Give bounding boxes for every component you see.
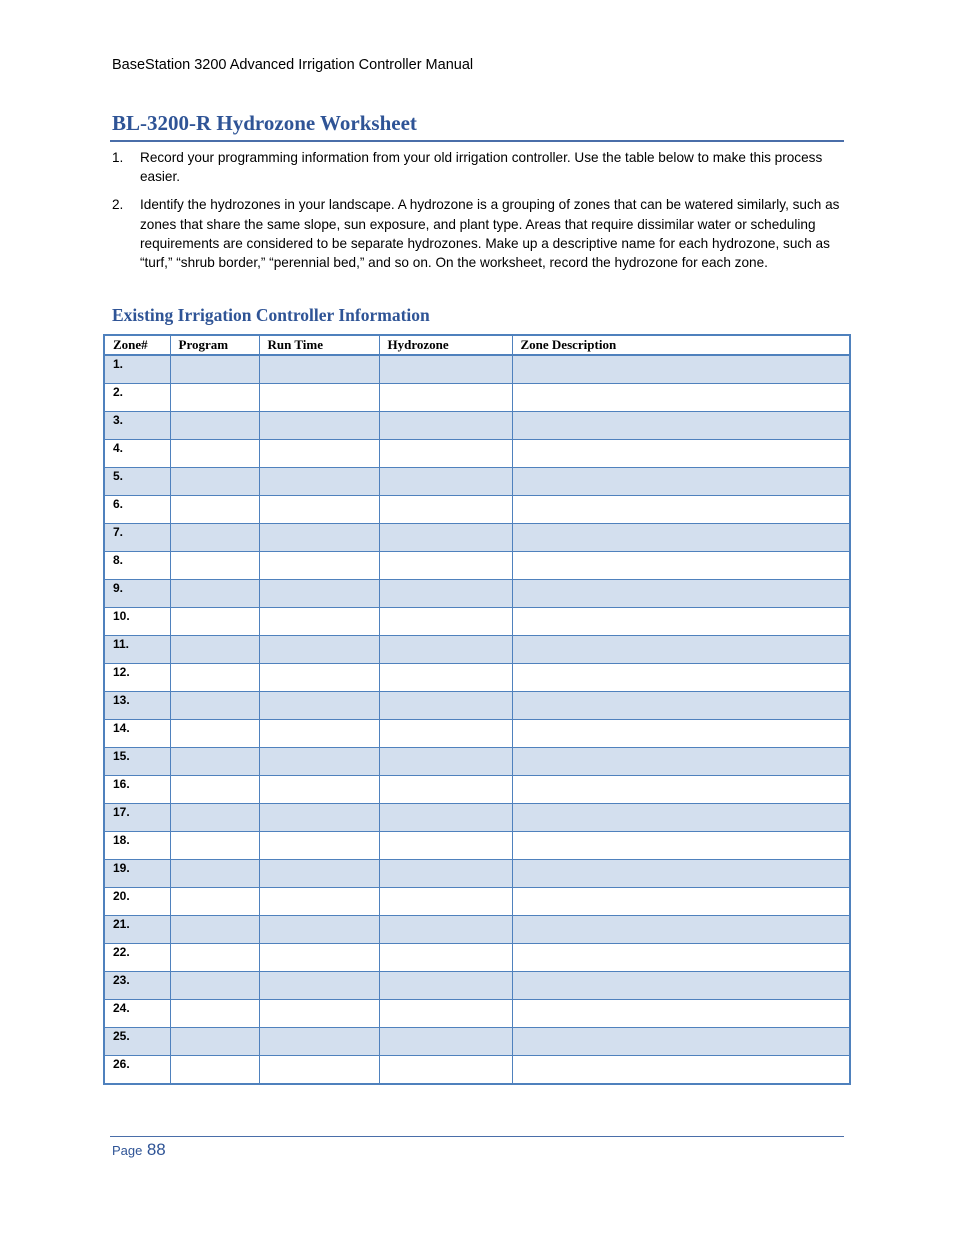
zone-description-cell[interactable]	[512, 804, 850, 832]
column-header-run-time: Run Time	[259, 335, 379, 355]
zone-number-cell: 18.	[104, 832, 170, 860]
table-row	[104, 664, 850, 692]
run-time-cell[interactable]	[259, 916, 379, 944]
run-time-cell[interactable]	[259, 972, 379, 1000]
instruction-step	[112, 148, 844, 186]
zone-number-cell: 20.	[104, 888, 170, 916]
program-cell[interactable]	[170, 580, 259, 608]
hydrozone-cell[interactable]	[379, 664, 512, 692]
hydrozone-cell[interactable]	[379, 440, 512, 468]
zone-number-cell: 24.	[104, 1000, 170, 1028]
run-time-cell[interactable]	[259, 355, 379, 384]
run-time-cell[interactable]	[259, 832, 379, 860]
zone-number-cell: 26.	[104, 1056, 170, 1085]
table-row	[104, 916, 850, 944]
zone-description-cell[interactable]	[512, 972, 850, 1000]
zone-number-cell: 11.	[104, 636, 170, 664]
hydrozone-cell[interactable]	[379, 748, 512, 776]
zone-description-cell[interactable]	[512, 468, 850, 496]
table-row	[104, 972, 850, 1000]
run-time-cell[interactable]	[259, 412, 379, 440]
zone-number-cell: 8.	[104, 552, 170, 580]
zone-description-cell[interactable]	[512, 1000, 850, 1028]
run-time-cell[interactable]	[259, 776, 379, 804]
program-cell[interactable]	[170, 355, 259, 384]
program-cell[interactable]	[170, 384, 259, 412]
run-time-cell[interactable]	[259, 636, 379, 664]
table-row	[104, 524, 850, 552]
zone-number-cell: 13.	[104, 692, 170, 720]
program-cell[interactable]	[170, 1056, 259, 1085]
zone-description-cell[interactable]	[512, 916, 850, 944]
table-header-row	[104, 335, 850, 355]
column-header-zone-description: Zone Description	[512, 335, 850, 355]
program-cell[interactable]	[170, 720, 259, 748]
program-cell[interactable]	[170, 776, 259, 804]
hydrozone-cell[interactable]	[379, 552, 512, 580]
step-number: 2.	[112, 197, 124, 213]
zone-description-cell[interactable]	[512, 944, 850, 972]
title-divider	[110, 140, 844, 142]
hydrozone-cell[interactable]	[379, 468, 512, 496]
table-row	[104, 1056, 850, 1085]
column-header-hydrozone: Hydrozone	[379, 335, 512, 355]
hydrozone-cell[interactable]	[379, 524, 512, 552]
table-row	[104, 1000, 850, 1028]
zone-description-cell[interactable]	[512, 1028, 850, 1056]
run-time-cell[interactable]	[259, 580, 379, 608]
hydrozone-cell[interactable]	[379, 412, 512, 440]
program-cell[interactable]	[170, 916, 259, 944]
zone-description-cell[interactable]	[512, 776, 850, 804]
program-cell[interactable]	[170, 552, 259, 580]
hydrozone-cell[interactable]	[379, 1000, 512, 1028]
zone-number-cell: 9.	[104, 580, 170, 608]
table-row	[104, 804, 850, 832]
zone-description-cell[interactable]	[512, 355, 850, 384]
run-time-cell[interactable]	[259, 804, 379, 832]
zone-number-cell: 25.	[104, 1028, 170, 1056]
program-cell[interactable]	[170, 944, 259, 972]
program-cell[interactable]	[170, 748, 259, 776]
program-cell[interactable]	[170, 888, 259, 916]
hydrozone-cell[interactable]	[379, 692, 512, 720]
zone-number-cell: 5.	[104, 468, 170, 496]
table-row	[104, 748, 850, 776]
zone-description-cell[interactable]	[512, 580, 850, 608]
zone-number-cell: 22.	[104, 944, 170, 972]
hydrozone-cell[interactable]	[379, 944, 512, 972]
hydrozone-cell[interactable]	[379, 776, 512, 804]
zone-description-cell[interactable]	[512, 720, 850, 748]
program-cell[interactable]	[170, 608, 259, 636]
table-row	[104, 944, 850, 972]
footer-divider	[110, 1136, 844, 1137]
program-cell[interactable]	[170, 972, 259, 1000]
zone-number-cell: 14.	[104, 720, 170, 748]
zone-description-cell[interactable]	[512, 692, 850, 720]
hydrozone-cell[interactable]	[379, 384, 512, 412]
zone-number-cell: 7.	[104, 524, 170, 552]
zone-number-cell: 10.	[104, 608, 170, 636]
section-title: BL-3200-R Hydrozone Worksheet	[112, 111, 417, 135]
hydrozone-cell[interactable]	[379, 496, 512, 524]
run-time-cell[interactable]	[259, 860, 379, 888]
run-time-cell[interactable]	[259, 496, 379, 524]
zone-description-cell[interactable]	[512, 496, 850, 524]
zone-number-cell: 3.	[104, 412, 170, 440]
program-cell[interactable]	[170, 1028, 259, 1056]
zone-description-cell[interactable]	[512, 608, 850, 636]
table-row	[104, 888, 850, 916]
table-row	[104, 440, 850, 468]
running-header: BaseStation 3200 Advanced Irrigation Controller Manual	[112, 57, 474, 73]
zone-number-cell: 19.	[104, 860, 170, 888]
hydrozone-cell[interactable]	[379, 972, 512, 1000]
zone-description-cell[interactable]	[512, 636, 850, 664]
table-row	[104, 412, 850, 440]
page-footer	[112, 1140, 166, 1160]
zone-number-cell: 17.	[104, 804, 170, 832]
table-row	[104, 860, 850, 888]
zone-number-cell: 15.	[104, 748, 170, 776]
program-cell[interactable]	[170, 664, 259, 692]
zone-number-cell: 1.	[104, 355, 170, 384]
column-header-zone: Zone#	[104, 335, 170, 355]
program-cell[interactable]	[170, 636, 259, 664]
subsection-title: Existing Irrigation Controller Information	[112, 305, 430, 325]
program-cell[interactable]	[170, 524, 259, 552]
zone-description-cell[interactable]	[512, 552, 850, 580]
zone-description-cell[interactable]	[512, 832, 850, 860]
zone-description-cell[interactable]	[512, 412, 850, 440]
table-row	[104, 552, 850, 580]
zone-description-cell[interactable]	[512, 860, 850, 888]
table-row	[104, 1028, 850, 1056]
table-body	[104, 355, 850, 1084]
zone-description-cell[interactable]	[512, 1056, 850, 1085]
run-time-cell[interactable]	[259, 384, 379, 412]
program-cell[interactable]	[170, 496, 259, 524]
zone-number-cell: 6.	[104, 496, 170, 524]
hydrozone-cell[interactable]	[379, 720, 512, 748]
hydrozone-cell[interactable]	[379, 860, 512, 888]
instruction-step	[112, 195, 844, 272]
hydrozone-cell[interactable]	[379, 832, 512, 860]
run-time-cell[interactable]	[259, 1028, 379, 1056]
run-time-cell[interactable]	[259, 1000, 379, 1028]
table-row	[104, 355, 850, 384]
zone-number-cell: 12.	[104, 664, 170, 692]
program-cell[interactable]	[170, 468, 259, 496]
hydrozone-cell[interactable]	[379, 580, 512, 608]
run-time-cell[interactable]	[259, 1056, 379, 1085]
run-time-cell[interactable]	[259, 692, 379, 720]
table-row	[104, 384, 850, 412]
program-cell[interactable]	[170, 804, 259, 832]
page-number: 88	[146, 1140, 166, 1159]
page-label: Page	[112, 1143, 143, 1158]
hydrozone-cell[interactable]	[379, 916, 512, 944]
run-time-cell[interactable]	[259, 720, 379, 748]
program-cell[interactable]	[170, 1000, 259, 1028]
run-time-cell[interactable]	[259, 524, 379, 552]
run-time-cell[interactable]	[259, 944, 379, 972]
table-row	[104, 608, 850, 636]
run-time-cell[interactable]	[259, 468, 379, 496]
table-row	[104, 496, 850, 524]
zone-number-cell: 21.	[104, 916, 170, 944]
zone-number-cell: 4.	[104, 440, 170, 468]
zone-description-cell[interactable]	[512, 440, 850, 468]
zone-description-cell[interactable]	[512, 888, 850, 916]
zone-description-cell[interactable]	[512, 748, 850, 776]
run-time-cell[interactable]	[259, 608, 379, 636]
program-cell[interactable]	[170, 692, 259, 720]
table-row	[104, 776, 850, 804]
hydrozone-cell[interactable]	[379, 1028, 512, 1056]
step-number: 1.	[112, 150, 124, 165]
instruction-list	[112, 148, 844, 281]
zone-description-cell[interactable]	[512, 524, 850, 552]
hydrozone-cell[interactable]	[379, 804, 512, 832]
hydrozone-cell[interactable]	[379, 636, 512, 664]
run-time-cell[interactable]	[259, 552, 379, 580]
zone-worksheet-table	[103, 334, 851, 1085]
run-time-cell[interactable]	[259, 664, 379, 692]
column-header-program: Program	[170, 335, 259, 355]
hydrozone-cell[interactable]	[379, 608, 512, 636]
hydrozone-cell[interactable]	[379, 888, 512, 916]
program-cell[interactable]	[170, 860, 259, 888]
run-time-cell[interactable]	[259, 748, 379, 776]
zone-number-cell: 16.	[104, 776, 170, 804]
zone-number-cell: 23.	[104, 972, 170, 1000]
program-cell[interactable]	[170, 440, 259, 468]
step-text: Record your programming information from your old irrigation controller. Use the table below to make this process easier.	[140, 150, 823, 185]
program-cell[interactable]	[170, 832, 259, 860]
run-time-cell[interactable]	[259, 888, 379, 916]
table-row	[104, 580, 850, 608]
zone-description-cell[interactable]	[512, 664, 850, 692]
table-row	[104, 720, 850, 748]
table-row	[104, 468, 850, 496]
table-row	[104, 692, 850, 720]
hydrozone-cell[interactable]	[379, 355, 512, 384]
program-cell[interactable]	[170, 412, 259, 440]
zone-description-cell[interactable]	[512, 384, 850, 412]
zone-number-cell: 2.	[104, 384, 170, 412]
table-row	[104, 832, 850, 860]
table-row	[104, 636, 850, 664]
hydrozone-cell[interactable]	[379, 1056, 512, 1085]
run-time-cell[interactable]	[259, 440, 379, 468]
step-text: Identify the hydrozones in your landscape. A hydrozone is a grouping of zones that can be watered similarly, such as zones that share the same slope, sun exposure, and plant type. Areas that require dissimilar water or scheduling requirements are considered to be separate hydrozones. Make up a descriptive name for each hydrozone, such as “turf,” “shrub border,” “perennial bed,” and so on. On the worksheet, record the hydrozone for each zone.	[140, 197, 840, 271]
